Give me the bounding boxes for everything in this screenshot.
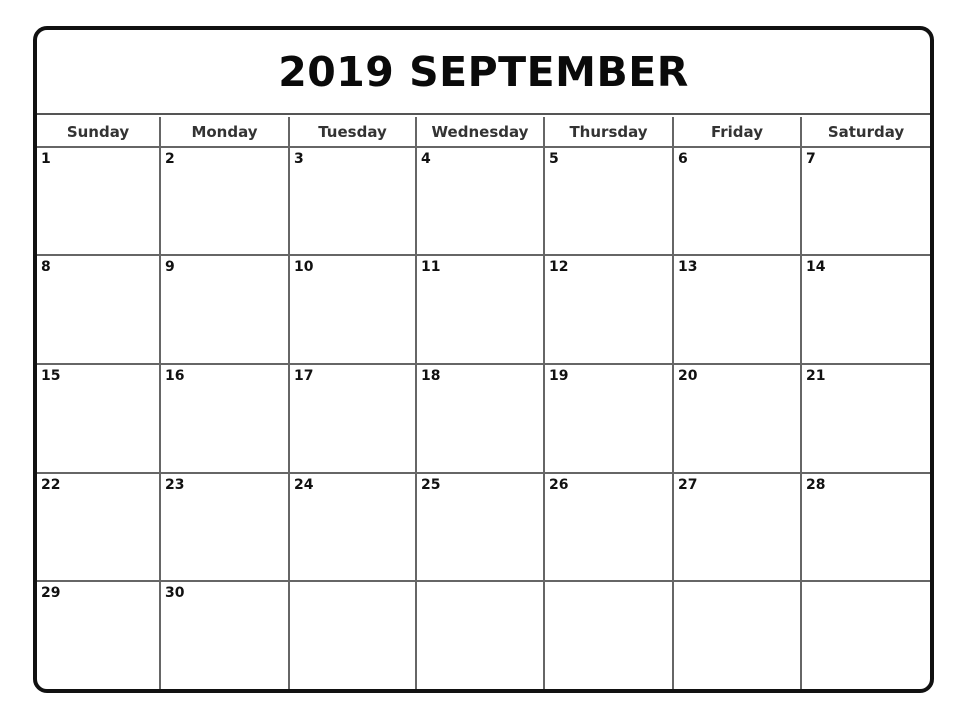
day-number: 28 [806, 477, 826, 493]
day-cell [37, 582, 161, 689]
day-cell [674, 474, 802, 582]
day-number: 20 [678, 368, 698, 384]
day-number: 21 [806, 368, 826, 384]
day-number: 25 [421, 477, 441, 493]
day-cell [417, 256, 545, 365]
day-number: 2 [165, 151, 175, 167]
day-number: 11 [421, 259, 441, 275]
day-cell [545, 365, 674, 474]
day-number: 22 [41, 477, 61, 493]
day-number: 19 [549, 368, 569, 384]
day-cell [802, 148, 930, 256]
day-number: 15 [41, 368, 61, 384]
day-number: 12 [549, 259, 569, 275]
day-cell [161, 256, 290, 365]
day-cell [290, 365, 417, 474]
day-cell-empty [417, 582, 545, 689]
day-cell [545, 148, 674, 256]
day-number: 4 [421, 151, 431, 167]
day-number: 10 [294, 259, 314, 275]
weekday-header-friday: Friday [674, 117, 802, 148]
day-number: 24 [294, 477, 314, 493]
day-number: 5 [549, 151, 559, 167]
weekday-header-monday: Monday [161, 117, 290, 148]
day-cell [802, 474, 930, 582]
day-cell [161, 148, 290, 256]
day-cell-empty [290, 582, 417, 689]
weekday-header-thursday: Thursday [545, 117, 674, 148]
day-cell [545, 474, 674, 582]
day-number: 14 [806, 259, 826, 275]
calendar-grid [37, 117, 930, 689]
day-cell-empty [545, 582, 674, 689]
day-cell [290, 474, 417, 582]
weekday-header-tuesday: Tuesday [290, 117, 417, 148]
day-cell [674, 148, 802, 256]
day-number: 9 [165, 259, 175, 275]
day-cell [37, 256, 161, 365]
day-number: 6 [678, 151, 688, 167]
day-number: 17 [294, 368, 314, 384]
day-cell [417, 474, 545, 582]
day-cell [37, 148, 161, 256]
day-cell [161, 474, 290, 582]
day-cell-empty [802, 582, 930, 689]
day-cell [37, 365, 161, 474]
day-cell [161, 582, 290, 689]
day-cell [674, 256, 802, 365]
day-number: 29 [41, 585, 61, 601]
day-number: 13 [678, 259, 698, 275]
day-cell [802, 365, 930, 474]
day-cell [37, 474, 161, 582]
day-number: 23 [165, 477, 185, 493]
weekday-header-saturday: Saturday [802, 117, 930, 148]
calendar-frame [33, 26, 934, 693]
day-number: 18 [421, 368, 441, 384]
day-number: 7 [806, 151, 816, 167]
day-cell-empty [674, 582, 802, 689]
weekday-header-sunday: Sunday [37, 117, 161, 148]
day-number: 27 [678, 477, 698, 493]
day-number: 30 [165, 585, 185, 601]
day-cell [161, 365, 290, 474]
weekday-header-wednesday: Wednesday [417, 117, 545, 148]
day-cell [417, 365, 545, 474]
calendar-title: 2019 SEPTEMBER [37, 30, 930, 115]
day-number: 3 [294, 151, 304, 167]
day-cell [802, 256, 930, 365]
day-cell [674, 365, 802, 474]
day-cell [417, 148, 545, 256]
day-number: 16 [165, 368, 185, 384]
day-number: 1 [41, 151, 51, 167]
day-cell [290, 148, 417, 256]
day-cell [545, 256, 674, 365]
day-cell [290, 256, 417, 365]
day-number: 8 [41, 259, 51, 275]
day-number: 26 [549, 477, 569, 493]
